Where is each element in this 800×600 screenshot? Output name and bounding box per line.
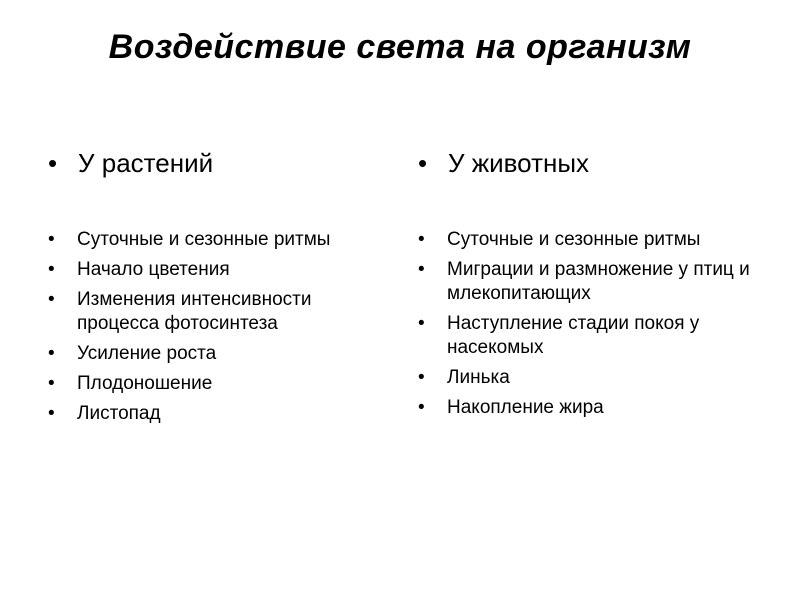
list-item-text: Накопление жира	[447, 397, 604, 418]
bullet-icon: •	[48, 373, 55, 394]
plants-heading	[48, 146, 398, 180]
list-item	[48, 228, 398, 252]
bullet-icon: •	[48, 403, 55, 424]
list-item	[48, 258, 398, 282]
list-item-text: Листопад	[77, 403, 161, 424]
bullet-icon: •	[418, 397, 425, 418]
bullet-icon: •	[418, 313, 425, 334]
bullet-icon: •	[48, 229, 55, 250]
bullet-icon: •	[418, 367, 425, 388]
list-item	[418, 258, 778, 306]
bullet-icon: •	[48, 289, 55, 310]
list-item-text: Миграции и размножение у птиц и млекопитающих	[447, 259, 750, 304]
animals-list	[418, 228, 778, 420]
list-item-text: Усиление роста	[77, 343, 217, 364]
list-item-text: Суточные и сезонные ритмы	[447, 229, 701, 250]
list-item	[418, 312, 778, 360]
plants-heading-text: У растений	[78, 148, 214, 178]
bullet-icon: •	[48, 259, 55, 280]
page-title: Воздействие света на организм	[108, 28, 692, 66]
list-item-text: Плодоношение	[77, 373, 213, 394]
bullet-icon: •	[48, 148, 58, 178]
list-item	[48, 288, 398, 336]
plants-column	[48, 146, 398, 432]
list-item-text: Изменения интенсивности процесса фотосинтеза	[77, 289, 312, 334]
list-item	[48, 402, 398, 426]
bullet-icon: •	[48, 343, 55, 364]
bullet-icon: •	[418, 229, 425, 250]
animals-column	[418, 146, 778, 426]
animals-heading-text: У животных	[448, 148, 590, 178]
animals-heading	[418, 146, 778, 180]
list-item	[418, 228, 778, 252]
list-item	[48, 372, 398, 396]
list-item	[48, 342, 398, 366]
list-item-text: Начало цветения	[77, 259, 230, 280]
list-item	[418, 396, 778, 420]
list-item-text: Линька	[447, 367, 510, 388]
list-item-text: Суточные и сезонные ритмы	[77, 229, 331, 250]
list-item	[418, 366, 778, 390]
list-item-text: Наступление стадии покоя у насекомых	[447, 313, 700, 358]
bullet-icon: •	[418, 148, 428, 178]
plants-list	[48, 228, 398, 426]
bullet-icon: •	[418, 259, 425, 280]
